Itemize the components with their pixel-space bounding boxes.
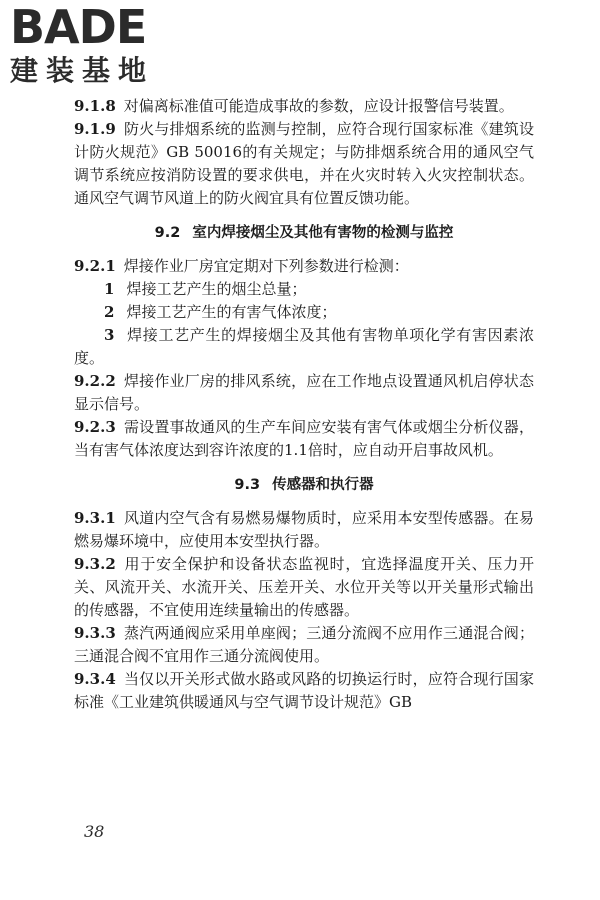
clause-9-3-2: [74, 553, 534, 622]
logo-wordmark: BADE: [10, 0, 147, 54]
section-heading-9-2: [74, 221, 534, 245]
clause-9-1-9: [74, 118, 534, 210]
clause-9-2-1: [74, 255, 534, 278]
clause-text: 用于安全保护和设备状态监视时，宜选择温度开关、压力开关、风流开关、水流开关、压差开关、水位开关等以开关量形式输出的传感器，不宜使用连续量输出的传感器。: [74, 555, 534, 619]
clause-9-3-1: [74, 507, 534, 553]
clause-number: 9.2.1: [74, 257, 116, 275]
item-text: 焊接工艺产生的烟尘总量；: [126, 280, 307, 298]
clause-9-2-2: [74, 370, 534, 416]
clause-number: 9.1.9: [74, 120, 116, 138]
bade-logo: [10, 2, 180, 90]
page-number: 38: [84, 822, 105, 841]
clause-text: 焊接作业厂房的排风系统，应在工作地点设置通风机启停状态显示信号。: [74, 372, 534, 413]
clause-text: 当仅以开关形式做水路或风路的切换运行时，应符合现行国家标准《工业建筑供暖通风与空气调节设计规范》GB: [74, 670, 534, 711]
clause-text: 焊接作业厂房宜定期对下列参数进行检测：: [123, 257, 409, 275]
clause-number: 9.3.3: [74, 624, 116, 642]
item-number: 1: [104, 280, 115, 298]
clause-number: 9.3.4: [74, 670, 116, 688]
clause-number: 9.3.1: [74, 509, 116, 527]
clause-9-1-8: [74, 95, 534, 118]
clause-9-3-4: [74, 668, 534, 714]
section-heading-9-3: [74, 473, 534, 497]
section-title: 室内焊接烟尘及其他有害物的检测与监控: [192, 225, 454, 241]
clause-9-2-3: [74, 416, 534, 462]
clause-number: 9.1.8: [74, 97, 116, 115]
logo-subtitle: 建装基地: [10, 54, 155, 87]
list-item: [74, 278, 534, 301]
clause-number: 9.2.3: [74, 418, 116, 436]
document-body: [74, 95, 534, 714]
section-number: 9.3: [234, 477, 261, 493]
list-item: [74, 301, 534, 324]
clause-text: 防火与排烟系统的监测与控制，应符合现行国家标准《建筑设计防火规范》GB 50016的有关规定；与防排烟系统合用的通风空气调节系统应按消防设置的要求供电，并在火灾时转入火灾控制状态。通风空气调节风道上的防火阀宜具有位置反馈功能。: [74, 120, 534, 207]
list-item: [74, 324, 534, 370]
item-number: 3: [104, 326, 115, 344]
section-title: 传感器和执行器: [272, 477, 374, 493]
item-text: 焊接工艺产生的焊接烟尘及其他有害物单项化学有害因素浓度。: [74, 326, 534, 367]
clause-text: 风道内空气含有易燃易爆物质时，应采用本安型传感器。在易燃易爆环境中，应使用本安型执行器。: [74, 509, 534, 550]
clause-number: 9.2.2: [74, 372, 116, 390]
clause-text: 需设置事故通风的生产车间应安装有害气体或烟尘分析仪器，当有害气体浓度达到容许浓度的1.1倍时，应自动开启事故风机。: [74, 418, 534, 459]
clause-text: 蒸汽两通阀应采用单座阀；三通分流阀不应用作三通混合阀；三通混合阀不宜用作三通分流阀使用。: [74, 624, 534, 665]
item-number: 2: [104, 303, 115, 321]
item-text: 焊接工艺产生的有害气体浓度；: [126, 303, 337, 321]
clause-number: 9.3.2: [74, 555, 116, 573]
clause-text: 对偏离标准值可能造成事故的参数，应设计报警信号装置。: [123, 97, 514, 115]
clause-9-3-3: [74, 622, 534, 668]
section-number: 9.2: [154, 225, 181, 241]
